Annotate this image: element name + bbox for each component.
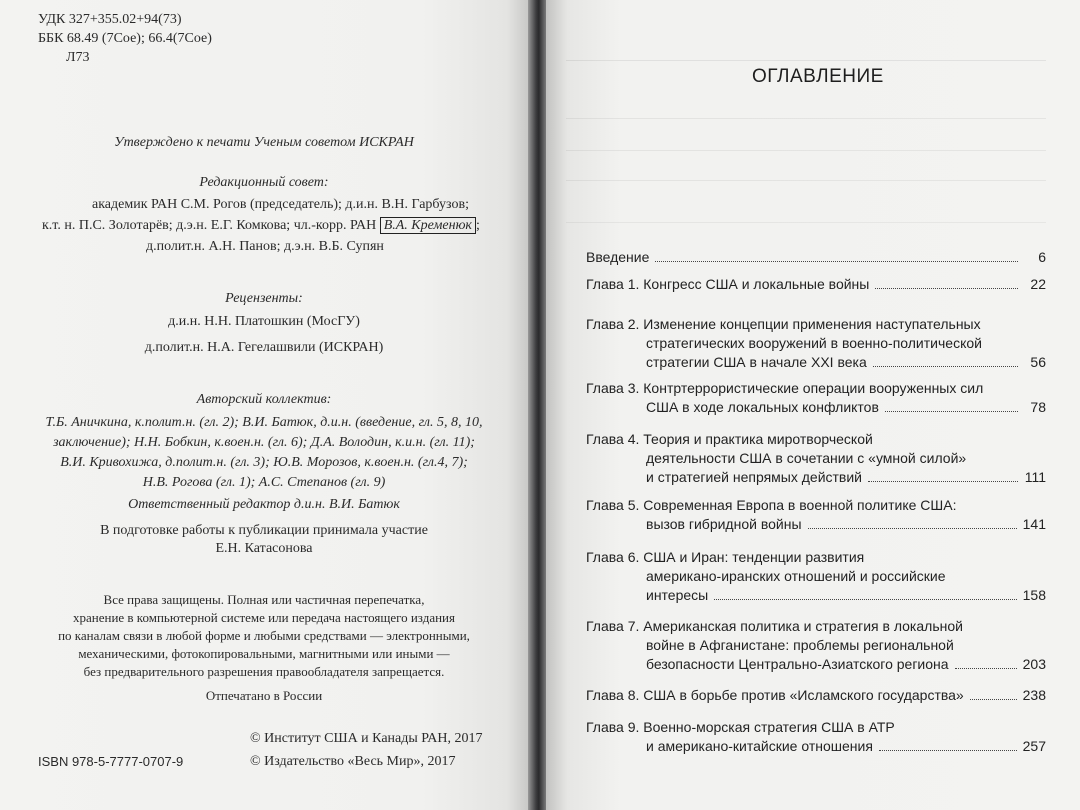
printed-in: Отпечатано в России [205, 688, 323, 703]
toc-entry-chapter-6[interactable] [586, 548, 1046, 605]
rights-line-3: по каналам связи в любой форме и любыми средствами — электронными, [58, 628, 470, 643]
chapter-label: Глава 6. [586, 549, 640, 565]
toc-entry-chapter-1[interactable] [586, 275, 1046, 294]
authors-line-3: В.И. Кривохижа, д.полит.н. (гл. 3); Ю.В. Морозов, к.воен.н. (гл.4, 7); [60, 455, 468, 470]
toc-leader-dots [714, 599, 1016, 600]
reviewer-2: д.полит.н. Н.А. Гегелашвили (ИСКРАН) [144, 340, 384, 355]
book-gutter [528, 0, 546, 810]
toc-leader-dots [873, 366, 1018, 367]
toc-leader-dots [875, 288, 1018, 289]
toc-entry-text: безопасности Центрально-Азиатского региона [646, 656, 949, 672]
board-line-3: д.полит.н. А.Н. Панов; д.э.н. В.Б. Супян [146, 239, 384, 254]
left-page-imprint [0, 0, 528, 810]
authors-line-4: Н.В. Рогова (гл. 1); А.С. Степанов (гл. 9) [142, 475, 386, 490]
udk-code: УДК 327+355.02+94(73) [38, 12, 182, 27]
toc-entry-text: войне в Афганистане: проблемы региональной [646, 637, 954, 653]
board-line-1: академик РАН С.М. Рогов (председатель); д.и.н. В.Н. Гарбузов; [92, 197, 469, 212]
toc-leader-dots [655, 261, 1018, 262]
toc-leader-dots [885, 411, 1018, 412]
chapter-label: Глава 7. [586, 618, 640, 634]
show-through-text [195, 0, 199, 11]
toc-entry-text: стратегии США в начале XXI века [646, 354, 867, 370]
rights-line-2: хранение в компьютерной системе или передача настоящего издания [72, 610, 455, 625]
rights-line-4: механическими, фотокопировальными, магнитными или иными — [78, 646, 450, 661]
toc-entry-text: Введение [586, 249, 650, 265]
toc-entry-text: вызов гибридной войны [646, 516, 802, 532]
toc-page-number: 111 [1024, 469, 1046, 485]
preparation-line-2: Е.Н. Катасонова [215, 541, 313, 556]
toc-entry-chapter-8[interactable] [586, 686, 1046, 705]
board-line-2: к.т. н. П.С. Золотарёв; д.э.н. Е.Г. Комкова; чл.-корр. РАН В.А. Кременюк ; [42, 218, 480, 233]
toc-entry-text: США и Иран: тенденции развития [643, 549, 865, 565]
toc-leader-dots [970, 699, 1017, 700]
authors-line-2: заключение); Н.Н. Бобкин, к.воен.н. (гл. 6); Д.А. Володин, к.и.н. (гл. 11); [53, 435, 475, 450]
chapter-label: Глава 9. [586, 719, 640, 735]
toc-entry-text: и американо-китайские отношения [646, 738, 873, 754]
toc-leader-dots [955, 668, 1017, 669]
reviewer-1: д.и.н. Н.Н. Платошкин (МосГУ) [168, 314, 360, 329]
board-heading: Редакционный совет: [199, 175, 329, 190]
toc-page-number: 203 [1022, 656, 1046, 672]
rights-line-1: Все права защищены. Полная или частичная перепечатка, [103, 592, 425, 607]
toc-page-number: 141 [1022, 516, 1046, 532]
rights-line-5: без предварительного разрешения правообладателя запрещается. [83, 664, 445, 679]
toc-entry-text: интересы [646, 587, 709, 603]
toc-entry-introduction[interactable] [586, 240, 1046, 267]
toc-leader-dots [808, 528, 1017, 529]
toc-entry-text: США в борьбе против «Исламского государства» [643, 687, 964, 703]
toc-entry-text: Военно-морская стратегия США в АТР [643, 719, 895, 735]
toc-entry-chapter-4[interactable] [586, 430, 1046, 487]
toc-page-number: 56 [1030, 354, 1046, 370]
boxed-name: В.А. Кременюк [380, 217, 476, 234]
approval-line: Утверждено к печати Ученым советом ИСКРАН [114, 135, 414, 150]
toc-entry-text: Современная Европа в военной политике США: [643, 497, 957, 513]
bbk-code: ББК 68.49 (7Сое); 66.4(7Сое) [38, 31, 212, 46]
chapter-label: Глава 2. [586, 316, 640, 332]
toc-entry-chapter-9[interactable] [586, 718, 1046, 756]
copyright-publisher: © Издательство «Весь Мир», 2017 [250, 754, 456, 769]
toc-entry-chapter-2[interactable] [586, 315, 1046, 372]
chapter-label: Глава 3. [586, 380, 640, 396]
toc-entry-chapter-7[interactable] [586, 617, 1046, 674]
preparation-line-1: В подготовке работы к публикации принимала участие [100, 523, 428, 538]
copyright-institute: © Институт США и Канады РАН, 2017 [250, 731, 483, 746]
reviewers-heading: Рецензенты: [225, 291, 303, 306]
toc-entry-text: Теория и практика миротворческой [643, 431, 873, 447]
toc-page-number: 6 [1038, 249, 1046, 265]
toc-page-number: 238 [1022, 687, 1046, 703]
toc-entry-text: Контртеррористические операции вооруженных сил [643, 380, 984, 396]
responsible-editor: Ответственный редактор д.и.н. В.И. Батюк [128, 497, 400, 512]
right-page-toc [546, 0, 1080, 810]
chapter-label: Глава 5. [586, 497, 640, 513]
toc-entry-chapter-5[interactable] [586, 496, 1046, 534]
toc-entry-text: Конгресс США и локальные войны [643, 276, 870, 292]
toc-entry-text: Американская политика и стратегия в локальной [643, 618, 963, 634]
toc-entry-text: стратегических вооружений в военно-политической [646, 335, 982, 351]
toc-entry-text: Изменение концепции применения наступательных [643, 316, 981, 332]
toc-page-number: 158 [1022, 587, 1046, 603]
chapter-label: Глава 4. [586, 431, 640, 447]
toc-leader-dots [879, 750, 1017, 751]
author-mark: Л73 [66, 50, 90, 65]
chapter-label: Глава 8. [586, 687, 640, 703]
toc-entry-chapter-3[interactable] [586, 379, 1046, 417]
toc-entry-text: деятельности США в сочетании с «умной силой» [646, 450, 967, 466]
toc-page-number: 257 [1022, 738, 1046, 754]
authors-heading: Авторский коллектив: [196, 392, 332, 407]
toc-page-number: 22 [1030, 276, 1046, 292]
chapter-label: Глава 1. [586, 276, 640, 292]
toc-page-number: 78 [1030, 399, 1046, 415]
toc-entry-text: и стратегией непрямых действий [646, 469, 863, 485]
toc-leader-dots [868, 481, 1018, 482]
authors-line-1: Т.Б. Аничкина, к.полит.н. (гл. 2); В.И. Батюк, д.и.н. (введение, гл. 5, 8, 10, [45, 415, 483, 430]
toc-title: ОГЛАВЛЕНИЕ [752, 66, 884, 87]
toc-entry-text: американо-иранских отношений и российские [646, 568, 946, 584]
isbn: ISBN 978-5-7777-0707-9 [38, 754, 184, 769]
toc-entry-text: США в ходе локальных конфликтов [646, 399, 879, 415]
